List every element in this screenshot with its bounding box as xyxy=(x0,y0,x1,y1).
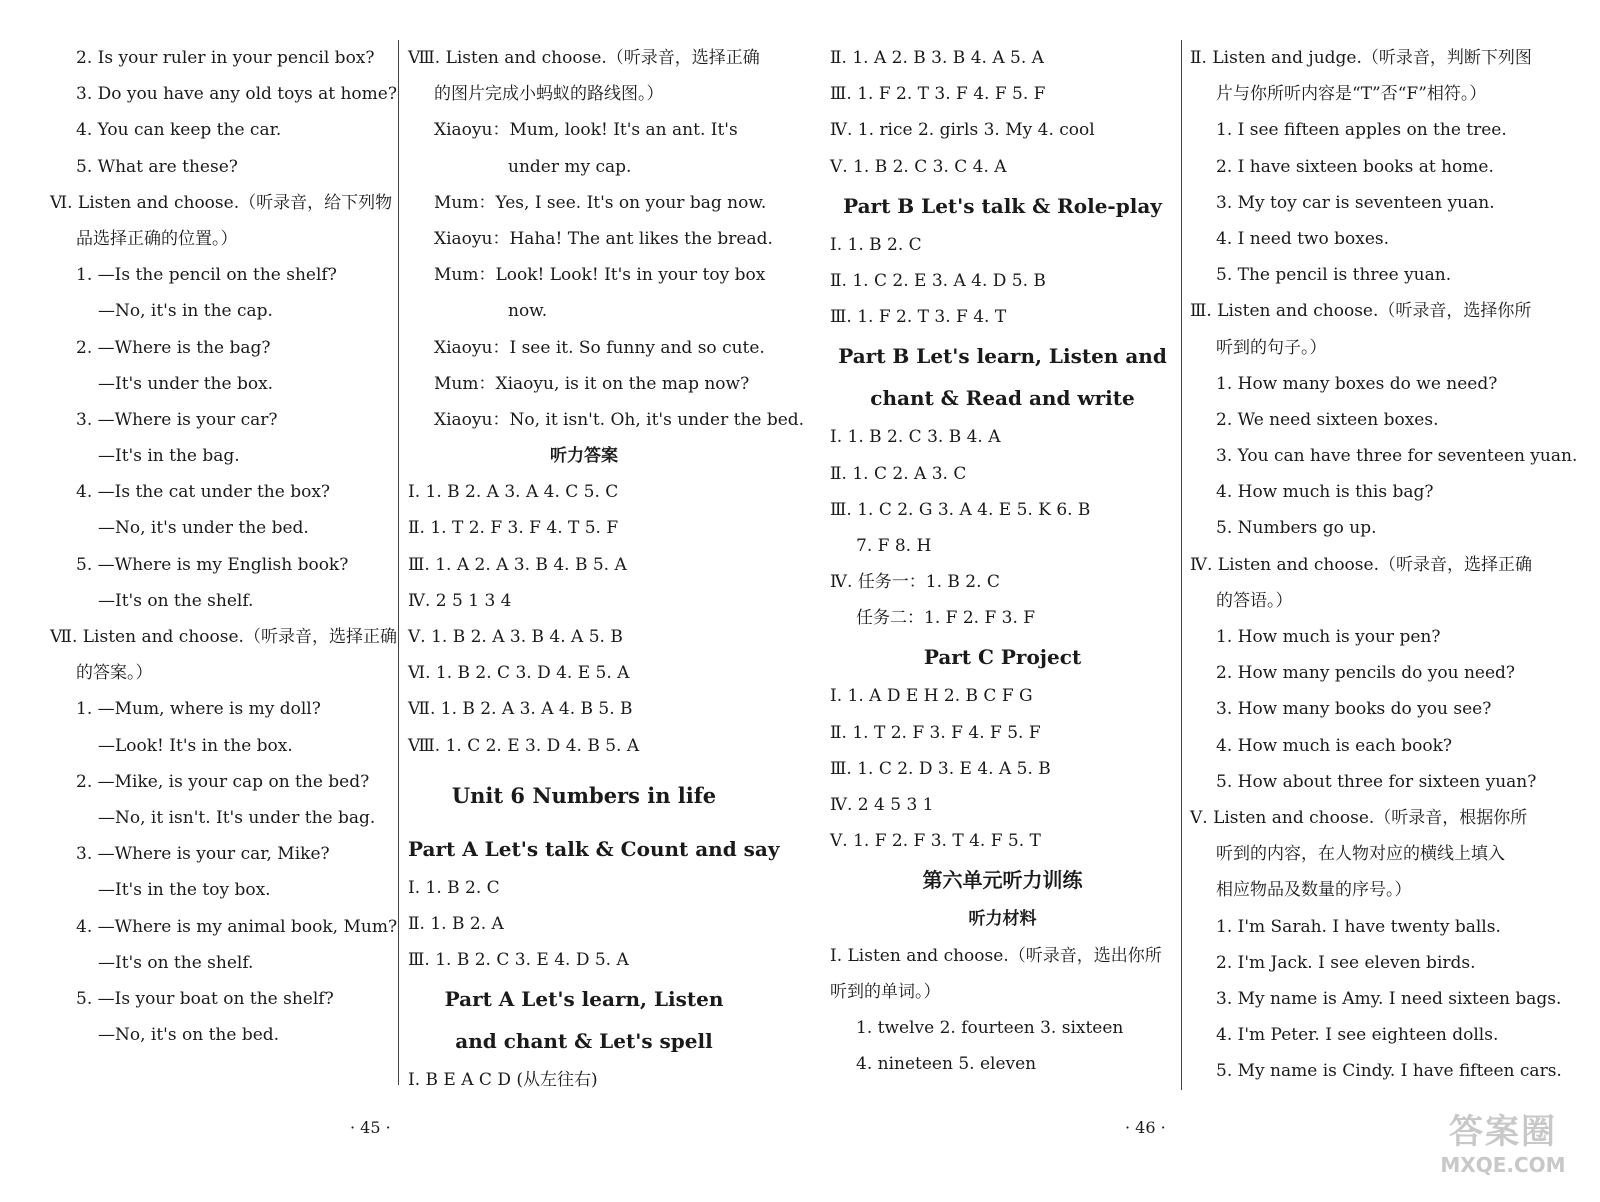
text-line: under my cap. xyxy=(508,156,632,177)
part-heading: Part A Let's talk & Count and say xyxy=(408,836,780,861)
text-line: 5. —Where is my English book? xyxy=(76,554,349,575)
text-line: 4. I'm Peter. I see eighteen dolls. xyxy=(1216,1025,1499,1046)
text-line: 1. —Is the pencil on the shelf? xyxy=(76,265,337,286)
section-heading: Ⅳ. Listen and choose.（听录音，选择正确 xyxy=(1190,554,1532,575)
answer-line: Ⅳ. 2 4 5 3 1 xyxy=(830,795,934,815)
answer-line: Ⅲ. 1. B 2. C 3. E 4. D 5. A xyxy=(408,950,629,971)
text-line: 2. I'm Jack. I see eleven birds. xyxy=(1216,952,1476,973)
text-line: 5. What are these? xyxy=(76,156,238,177)
answer-line: Ⅱ. 1. T 2. F 3. F 4. T 5. F xyxy=(408,518,619,539)
unit-title: Unit 6 Numbers in life xyxy=(451,782,717,808)
text-line: 5. My name is Cindy. I have fifteen cars. xyxy=(1216,1061,1562,1082)
answer-line: Ⅱ. 1. C 2. A 3. C xyxy=(830,463,967,484)
answer-line: Ⅱ. 1. A 2. B 3. B 4. A 5. A xyxy=(830,48,1044,68)
section-heading: Ⅰ. Listen and choose.（听录音，选出你所 xyxy=(830,945,1162,966)
section-heading: Ⅷ. Listen and choose.（听录音，选择正确 xyxy=(408,48,760,68)
answer-line: Ⅰ. 1. B 2. C xyxy=(830,234,922,255)
answer-line: Ⅰ. 1. B 2. A 3. A 4. C 5. C xyxy=(408,482,619,503)
text-line: —It's on the shelf. xyxy=(98,590,254,611)
answer-line: 任务二：1. F 2. F 3. F xyxy=(856,608,1036,629)
text-line: 3. —Where is your car, Mike? xyxy=(76,844,330,865)
text-line: 1. I'm Sarah. I have twenty balls. xyxy=(1216,916,1501,937)
text-line: Mum：Yes, I see. It's on your bag now. xyxy=(434,192,767,213)
text-line: 2. We need sixteen boxes. xyxy=(1216,409,1439,430)
text-line: —No, it's under the bed. xyxy=(98,518,309,539)
page-number-left: · 45 · xyxy=(350,1118,391,1137)
answer-line: Ⅲ. 1. F 2. T 3. F 4. T xyxy=(830,307,1007,328)
text-line: —It's in the toy box. xyxy=(98,880,271,901)
column-2 xyxy=(408,40,805,1099)
part-heading: Part A Let's learn, Listen xyxy=(444,987,724,1012)
answer-line: Ⅴ. 1. F 2. F 3. T 4. F 5. T xyxy=(830,831,1041,852)
text-line: 1. I see fifteen apples on the tree. xyxy=(1216,120,1507,141)
subsection-title: 听力材料 xyxy=(968,909,1037,930)
text-line: 听到的内容，在人物对应的横线上填入 xyxy=(1216,844,1505,865)
text-line: 3. —Where is your car? xyxy=(76,409,278,430)
text-line: —No, it's in the cap. xyxy=(98,301,273,322)
section-heading: Ⅱ. Listen and judge.（听录音，判断下列图 xyxy=(1190,48,1532,68)
text-line: Xiaoyu：Haha! The ant likes the bread. xyxy=(434,228,773,249)
answer-line: Ⅲ. 1. C 2. G 3. A 4. E 5. K 6. B xyxy=(830,499,1091,520)
answer-line: Ⅴ. 1. B 2. C 3. C 4. A xyxy=(830,156,1007,177)
text-line: 2. —Where is the bag? xyxy=(76,337,271,358)
answer-line: 7. F 8. H xyxy=(856,535,932,556)
text-line: 1. —Mum, where is my doll? xyxy=(76,699,321,720)
answer-line: Ⅰ. 1. A D E H 2. B C F G xyxy=(830,686,1033,707)
text-line: 品选择正确的位置。） xyxy=(76,228,238,249)
answer-line: Ⅲ. 1. F 2. T 3. F 4. F 5. F xyxy=(830,84,1046,105)
part-heading-cont: chant & Read and write xyxy=(870,386,1135,411)
text-line: —Look! It's in the box. xyxy=(98,735,293,756)
column-divider-right xyxy=(1181,40,1182,1090)
text-line: 2. How many pencils do you need? xyxy=(1216,663,1516,684)
text-line: 的答案。） xyxy=(76,663,153,684)
part-heading: Part B Let's learn, Listen and xyxy=(838,344,1167,369)
text-line: 5. —Is your boat on the shelf? xyxy=(76,988,334,1009)
text-line: 听到的句子。） xyxy=(1216,337,1327,358)
text-line: —No, it's on the bed. xyxy=(98,1025,280,1046)
text-line: 的图片完成小蚂蚁的路线图。） xyxy=(434,84,664,105)
text-line: 4. nineteen 5. eleven xyxy=(856,1054,1037,1075)
answer-line: Ⅷ. 1. C 2. E 3. D 4. B 5. A xyxy=(408,735,640,756)
text-line: 5. The pencil is three yuan. xyxy=(1216,265,1452,286)
part-heading: Part B Let's talk & Role-play xyxy=(843,193,1162,218)
text-line: 1. twelve 2. fourteen 3. sixteen xyxy=(856,1017,1124,1038)
text-line: 4. How much is this bag? xyxy=(1216,482,1434,503)
answer-line: Ⅰ. 1. B 2. C 3. B 4. A xyxy=(830,427,1001,448)
text-line: 2. I have sixteen books at home. xyxy=(1216,156,1494,177)
part-heading: Part C Project xyxy=(923,645,1082,670)
answer-line: Ⅱ. 1. T 2. F 3. F 4. F 5. F xyxy=(830,722,1041,743)
text-line: —It's under the box. xyxy=(98,373,274,394)
answer-line: Ⅱ. 1. C 2. E 3. A 4. D 5. B xyxy=(830,270,1046,291)
column-4 xyxy=(1190,40,1578,1089)
answer-line: Ⅶ. 1. B 2. A 3. A 4. B 5. B xyxy=(408,699,633,720)
text-line: 听到的单词。） xyxy=(830,981,941,1002)
text-line: Xiaoyu：No, it isn't. Oh, it's under the bed. xyxy=(434,409,805,430)
section-heading: Ⅴ. Listen and choose.（听录音，根据你所 xyxy=(1190,807,1528,828)
answer-line: Ⅰ. B E A C D (从左往右) xyxy=(408,1070,598,1091)
text-line: Mum：Look! Look! It's in your toy box xyxy=(434,265,766,286)
text-line: 3. Do you have any old toys at home? xyxy=(76,84,397,105)
text-line: 片与你所听内容是“T”否“F”相符。） xyxy=(1216,84,1487,105)
text-line: 1. How much is your pen? xyxy=(1216,627,1441,647)
text-line: 4. —Where is my animal book, Mum? xyxy=(76,916,398,937)
text-line: 4. I need two boxes. xyxy=(1216,228,1390,249)
text-line: 5. How about three for sixteen yuan? xyxy=(1216,771,1537,792)
section-title: 第六单元听力训练 xyxy=(922,868,1083,893)
answer-line: Ⅵ. 1. B 2. C 3. D 4. E 5. A xyxy=(408,663,630,684)
section-heading: Ⅲ. Listen and choose.（听录音，选择你所 xyxy=(1190,301,1532,322)
watermark-logo xyxy=(1428,1112,1578,1184)
answer-line: Ⅴ. 1. B 2. A 3. B 4. A 5. B xyxy=(408,627,623,647)
text-line: now. xyxy=(508,301,548,322)
text-line: Xiaoyu：I see it. So funny and so cute. xyxy=(434,337,765,358)
text-line: 相应物品及数量的序号。） xyxy=(1216,880,1412,901)
text-line: 3. How many books do you see? xyxy=(1216,699,1492,720)
text-line: 5. Numbers go up. xyxy=(1216,518,1377,539)
text-line: Xiaoyu：Mum, look! It's an ant. It's xyxy=(434,120,738,141)
page-number-right: · 46 · xyxy=(1125,1118,1166,1137)
answer-line: Ⅱ. 1. B 2. A xyxy=(408,913,504,934)
column-3 xyxy=(830,40,1175,1082)
text-line: —It's in the bag. xyxy=(98,446,240,467)
watermark-logo-text: 答案圈 xyxy=(1449,1112,1557,1152)
part-heading-cont: and chant & Let's spell xyxy=(455,1029,713,1054)
answers-heading: 听力答案 xyxy=(550,446,618,467)
answer-line: Ⅳ. 1. rice 2. girls 3. My 4. cool xyxy=(830,120,1095,141)
column-divider-left xyxy=(398,40,399,1085)
text-line: 2. Is your ruler in your pencil box? xyxy=(76,48,375,68)
text-line: 4. —Is the cat under the box? xyxy=(76,482,331,503)
text-line: 2. —Mike, is your cap on the bed? xyxy=(76,771,370,792)
text-line: 的答语。） xyxy=(1216,590,1293,611)
text-line: 3. My toy car is seventeen yuan. xyxy=(1216,192,1495,213)
text-line: Mum：Xiaoyu, is it on the map now? xyxy=(434,373,750,394)
text-line: —No, it isn't. It's under the bag. xyxy=(98,807,376,828)
column-1 xyxy=(50,40,398,1053)
section-heading: Ⅵ. Listen and choose.（听录音，给下列物 xyxy=(50,192,393,213)
answer-line: Ⅲ. 1. A 2. A 3. B 4. B 5. A xyxy=(408,554,627,575)
answer-line: Ⅳ. 任务一：1. B 2. C xyxy=(830,572,1000,593)
text-line: 1. How many boxes do we need? xyxy=(1216,373,1498,394)
watermark-site-text: MXQE.COM xyxy=(1440,1153,1566,1177)
text-line: 4. How much is each book? xyxy=(1216,735,1452,756)
text-line: 3. My name is Amy. I need sixteen bags. xyxy=(1216,988,1562,1009)
text-line: 3. You can have three for seventeen yuan. xyxy=(1216,446,1578,467)
text-line: 4. You can keep the car. xyxy=(76,120,282,141)
answer-line: Ⅳ. 2 5 1 3 4 xyxy=(408,590,512,611)
text-line: —It's on the shelf. xyxy=(98,952,254,973)
answer-line: Ⅰ. 1. B 2. C xyxy=(408,877,500,898)
section-heading: Ⅶ. Listen and choose.（听录音，选择正确 xyxy=(50,627,397,647)
answer-line: Ⅲ. 1. C 2. D 3. E 4. A 5. B xyxy=(830,758,1051,779)
